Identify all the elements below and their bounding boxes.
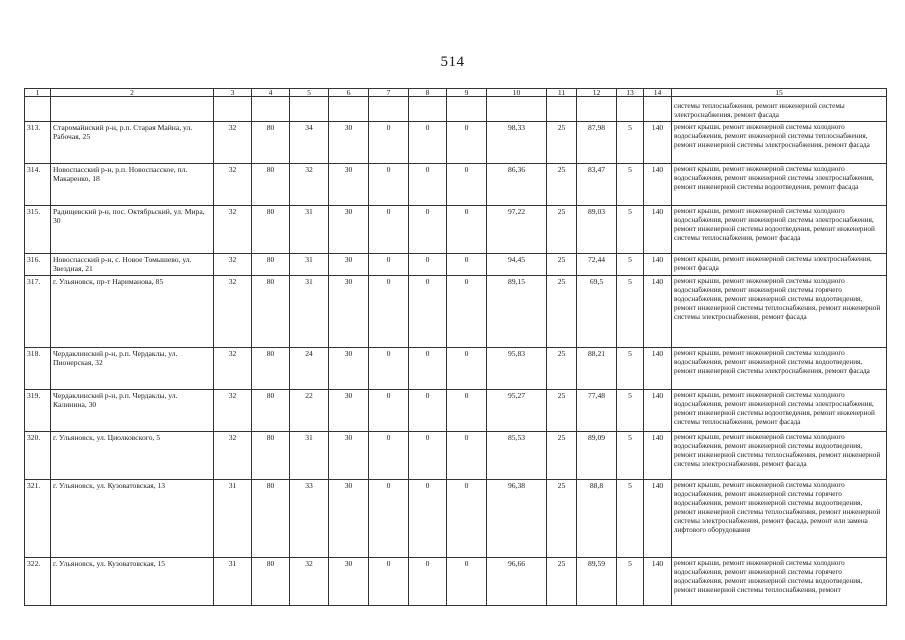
cell-works: ремонт крыши, ремонт инженерной системы холодного водоснабжения, ремонт инженерной системы электроснабжения, ремонт инженерной системы водоотведения, ремонт фасада [672, 164, 887, 206]
cell-col-3: 31 [214, 480, 252, 558]
cell-col-10: 95,27 [487, 390, 547, 432]
cell-col-5: 34 [290, 122, 329, 164]
cell-empty [547, 97, 577, 122]
cell-col-3: 32 [214, 122, 252, 164]
cell-col-11: 25 [547, 164, 577, 206]
cell-col-12: 88,8 [577, 480, 617, 558]
header-row [25, 89, 887, 97]
cell-col-9: 0 [447, 432, 487, 480]
cell-col-8: 0 [409, 254, 447, 276]
continuation-row [25, 97, 887, 122]
cell-col-4: 80 [252, 122, 290, 164]
cell-empty [25, 97, 51, 122]
cell-col-11: 25 [547, 122, 577, 164]
cell-works: ремонт крыши, ремонт инженерной системы холодного водоснабжения, ремонт инженерной системы горячего водоснабжения, ремонт инженерной системы водоотведения, ремонт инженерной системы теплоснабжения, ремонт инженерной системы электроснабжения, ремонт фасада [672, 276, 887, 348]
cell-empty [290, 97, 329, 122]
column-header-8: 8 [409, 89, 447, 97]
cell-col-12: 89,59 [577, 558, 617, 606]
cell-col-14: 140 [644, 164, 672, 206]
cell-col-6: 30 [329, 558, 369, 606]
cell-col-12: 83,47 [577, 164, 617, 206]
cell-number: 315. [25, 206, 51, 254]
page-number: 514 [440, 54, 465, 70]
cell-works: ремонт крыши, ремонт инженерной системы холодного водоснабжения, ремонт инженерной системы горячего водоснабжения, ремонт инженерной системы водоотведения, ремонт инженерной системы теплоснабжения, ремонт [672, 558, 887, 606]
cell-works-continuation: системы теплоснабжения, ремонт инженерной системы электроснабжения, ремонт фасада [672, 97, 887, 122]
cell-col-11: 25 [547, 432, 577, 480]
cell-number: 317. [25, 276, 51, 348]
cell-empty [409, 97, 447, 122]
cell-address: г. Ульяновск, ул. Кузоватовская, 15 [51, 558, 214, 606]
cell-works: ремонт крыши, ремонт инженерной системы холодного водоснабжения, ремонт инженерной системы горячего водоснабжения, ремонт инженерной системы водоотведения, ремонт инженерной системы теплоснабжения, ремонт инженерной системы электроснабжения, ремонт фасада, ремонт или замена лифтового оборудования [672, 480, 887, 558]
cell-col-10: 96,66 [487, 558, 547, 606]
cell-col-8: 0 [409, 164, 447, 206]
cell-col-3: 32 [214, 348, 252, 390]
cell-col-7: 0 [369, 558, 409, 606]
cell-works: ремонт крыши, ремонт инженерной системы электроснабжения, ремонт фасада [672, 254, 887, 276]
cell-address: Новоспасский р-н, с. Новое Томышево, ул. Звездная, 21 [51, 254, 214, 276]
cell-address: г. Ульяновск, пр-т Нариманова, 85 [51, 276, 214, 348]
cell-col-7: 0 [369, 480, 409, 558]
cell-col-14: 140 [644, 432, 672, 480]
cell-col-3: 32 [214, 254, 252, 276]
cell-col-9: 0 [447, 480, 487, 558]
cell-empty [447, 97, 487, 122]
cell-col-3: 31 [214, 558, 252, 606]
cell-col-12: 72,44 [577, 254, 617, 276]
cell-col-12: 89,09 [577, 432, 617, 480]
table-row [25, 348, 887, 390]
cell-col-14: 140 [644, 480, 672, 558]
cell-empty [329, 97, 369, 122]
column-header-14: 14 [644, 89, 672, 97]
cell-col-7: 0 [369, 254, 409, 276]
cell-col-10: 98,33 [487, 122, 547, 164]
cell-col-7: 0 [369, 348, 409, 390]
table-row [25, 480, 887, 558]
cell-works: ремонт крыши, ремонт инженерной системы холодного водоснабжения, ремонт инженерной системы теплоснабжения, ремонт инженерной системы электроснабжения, ремонт фасада [672, 122, 887, 164]
cell-col-10: 96,38 [487, 480, 547, 558]
cell-col-5: 31 [290, 254, 329, 276]
cell-col-5: 33 [290, 480, 329, 558]
cell-works: ремонт крыши, ремонт инженерной системы холодного водоснабжения, ремонт инженерной системы водоотведения, ремонт инженерной системы теплоснабжения, ремонт инженерной системы электроснабжения, ремонт фасада [672, 432, 887, 480]
cell-col-3: 32 [214, 206, 252, 254]
cell-number: 320. [25, 432, 51, 480]
cell-address: Чердаклинский р-н, р.п. Чердаклы, ул. Калинина, 30 [51, 390, 214, 432]
table-row [25, 122, 887, 164]
column-header-10: 10 [487, 89, 547, 97]
cell-col-7: 0 [369, 432, 409, 480]
cell-col-11: 25 [547, 206, 577, 254]
cell-address: Старомайнский р-н, р.п. Старая Майна, ул. Рабочая, 25 [51, 122, 214, 164]
cell-address: г. Ульяновск, ул. Кузоватовская, 13 [51, 480, 214, 558]
cell-col-8: 0 [409, 432, 447, 480]
cell-col-8: 0 [409, 206, 447, 254]
cell-empty [644, 97, 672, 122]
cell-col-14: 140 [644, 558, 672, 606]
cell-col-6: 30 [329, 254, 369, 276]
cell-col-10: 97,22 [487, 206, 547, 254]
cell-col-7: 0 [369, 390, 409, 432]
column-header-1: 1 [25, 89, 51, 97]
column-header-3: 3 [214, 89, 252, 97]
cell-col-9: 0 [447, 206, 487, 254]
cell-col-3: 32 [214, 432, 252, 480]
cell-works: ремонт крыши, ремонт инженерной системы холодного водоснабжения, ремонт инженерной системы электроснабжения, ремонт инженерной системы водоотведения, ремонт инженерной системы теплоснабжения, ремонт фасада [672, 390, 887, 432]
cell-col-9: 0 [447, 164, 487, 206]
cell-empty [617, 97, 644, 122]
cell-col-13: 5 [617, 432, 644, 480]
cell-col-12: 87,98 [577, 122, 617, 164]
cell-col-13: 5 [617, 206, 644, 254]
cell-col-10: 86,36 [487, 164, 547, 206]
cell-col-10: 94,45 [487, 254, 547, 276]
cell-col-10: 85,53 [487, 432, 547, 480]
cell-works: ремонт крыши, ремонт инженерной системы холодного водоснабжения, ремонт инженерной системы водоотведения, ремонт инженерной системы электроснабжения, ремонт фасада [672, 348, 887, 390]
column-header-7: 7 [369, 89, 409, 97]
cell-col-12: 69,5 [577, 276, 617, 348]
cell-col-8: 0 [409, 390, 447, 432]
cell-col-4: 80 [252, 348, 290, 390]
cell-col-5: 22 [290, 390, 329, 432]
cell-number: 314. [25, 164, 51, 206]
cell-col-6: 30 [329, 390, 369, 432]
cell-col-12: 88,21 [577, 348, 617, 390]
cell-col-9: 0 [447, 390, 487, 432]
cell-empty [214, 97, 252, 122]
cell-col-13: 5 [617, 390, 644, 432]
column-header-6: 6 [329, 89, 369, 97]
column-header-2: 2 [51, 89, 214, 97]
column-header-12: 12 [577, 89, 617, 97]
cell-col-12: 89,03 [577, 206, 617, 254]
cell-col-4: 80 [252, 480, 290, 558]
cell-col-7: 0 [369, 164, 409, 206]
cell-col-9: 0 [447, 276, 487, 348]
cell-col-14: 140 [644, 348, 672, 390]
cell-col-7: 0 [369, 276, 409, 348]
cell-col-6: 30 [329, 348, 369, 390]
cell-address: г. Ульяновск, ул. Циолковского, 5 [51, 432, 214, 480]
cell-col-4: 80 [252, 390, 290, 432]
cell-col-9: 0 [447, 348, 487, 390]
table-row [25, 254, 887, 276]
cell-number: 322. [25, 558, 51, 606]
cell-col-8: 0 [409, 480, 447, 558]
table-row [25, 276, 887, 348]
cell-works: ремонт крыши, ремонт инженерной системы холодного водоснабжения, ремонт инженерной системы электроснабжения, ремонт инженерной системы водоотведения, ремонт инженерной системы теплоснабжения, ремонт фасада [672, 206, 887, 254]
cell-col-13: 5 [617, 122, 644, 164]
cell-col-8: 0 [409, 122, 447, 164]
cell-col-8: 0 [409, 276, 447, 348]
cell-col-9: 0 [447, 254, 487, 276]
cell-col-13: 5 [617, 254, 644, 276]
cell-col-4: 80 [252, 206, 290, 254]
cell-col-7: 0 [369, 122, 409, 164]
cell-empty [252, 97, 290, 122]
column-header-11: 11 [547, 89, 577, 97]
cell-col-7: 0 [369, 206, 409, 254]
table-row [25, 206, 887, 254]
cell-col-11: 25 [547, 348, 577, 390]
cell-empty [577, 97, 617, 122]
cell-address: Чердаклинский р-н, р.п. Чердаклы, ул. Пионерская, 32 [51, 348, 214, 390]
cell-col-10: 89,15 [487, 276, 547, 348]
cell-col-4: 80 [252, 254, 290, 276]
cell-col-4: 80 [252, 276, 290, 348]
table-row [25, 390, 887, 432]
cell-col-13: 5 [617, 164, 644, 206]
cell-col-3: 32 [214, 164, 252, 206]
column-header-9: 9 [447, 89, 487, 97]
cell-empty [487, 97, 547, 122]
cell-col-6: 30 [329, 164, 369, 206]
cell-address: Радищевский р-н, пос. Октябрьский, ул. Мира, 30 [51, 206, 214, 254]
cell-number: 316. [25, 254, 51, 276]
cell-col-11: 25 [547, 254, 577, 276]
cell-number: 319. [25, 390, 51, 432]
cell-number: 321. [25, 480, 51, 558]
column-header-5: 5 [290, 89, 329, 97]
cell-col-3: 32 [214, 390, 252, 432]
cell-address: Новоспасский р-н, р.п. Новоспасское, пл. Макаренко, 18 [51, 164, 214, 206]
cell-col-13: 5 [617, 558, 644, 606]
cell-col-4: 80 [252, 432, 290, 480]
cell-col-5: 32 [290, 164, 329, 206]
cell-col-5: 32 [290, 558, 329, 606]
cell-col-8: 0 [409, 348, 447, 390]
cell-col-6: 30 [329, 122, 369, 164]
cell-col-13: 5 [617, 348, 644, 390]
cell-col-14: 140 [644, 206, 672, 254]
cell-col-9: 0 [447, 122, 487, 164]
cell-col-11: 25 [547, 480, 577, 558]
cell-col-4: 80 [252, 558, 290, 606]
repair-registry-table [24, 88, 887, 606]
table-row [25, 558, 887, 606]
column-header-4: 4 [252, 89, 290, 97]
cell-number: 313. [25, 122, 51, 164]
cell-col-5: 31 [290, 432, 329, 480]
table-row [25, 164, 887, 206]
cell-col-5: 24 [290, 348, 329, 390]
cell-col-9: 0 [447, 558, 487, 606]
cell-col-13: 5 [617, 276, 644, 348]
cell-empty [369, 97, 409, 122]
cell-col-14: 140 [644, 122, 672, 164]
cell-col-6: 30 [329, 206, 369, 254]
cell-col-14: 140 [644, 276, 672, 348]
cell-col-6: 30 [329, 480, 369, 558]
cell-col-6: 30 [329, 276, 369, 348]
cell-col-8: 0 [409, 558, 447, 606]
cell-col-14: 140 [644, 254, 672, 276]
cell-col-4: 80 [252, 164, 290, 206]
cell-col-11: 25 [547, 558, 577, 606]
cell-number: 318. [25, 348, 51, 390]
cell-col-11: 25 [547, 390, 577, 432]
column-header-15: 15 [672, 89, 887, 97]
cell-col-14: 140 [644, 390, 672, 432]
cell-col-13: 5 [617, 480, 644, 558]
cell-col-6: 30 [329, 432, 369, 480]
cell-empty [51, 97, 214, 122]
table-row [25, 432, 887, 480]
cell-col-12: 77,48 [577, 390, 617, 432]
column-header-13: 13 [617, 89, 644, 97]
cell-col-5: 31 [290, 276, 329, 348]
cell-col-10: 95,83 [487, 348, 547, 390]
cell-col-3: 32 [214, 276, 252, 348]
cell-col-5: 31 [290, 206, 329, 254]
cell-col-11: 25 [547, 276, 577, 348]
